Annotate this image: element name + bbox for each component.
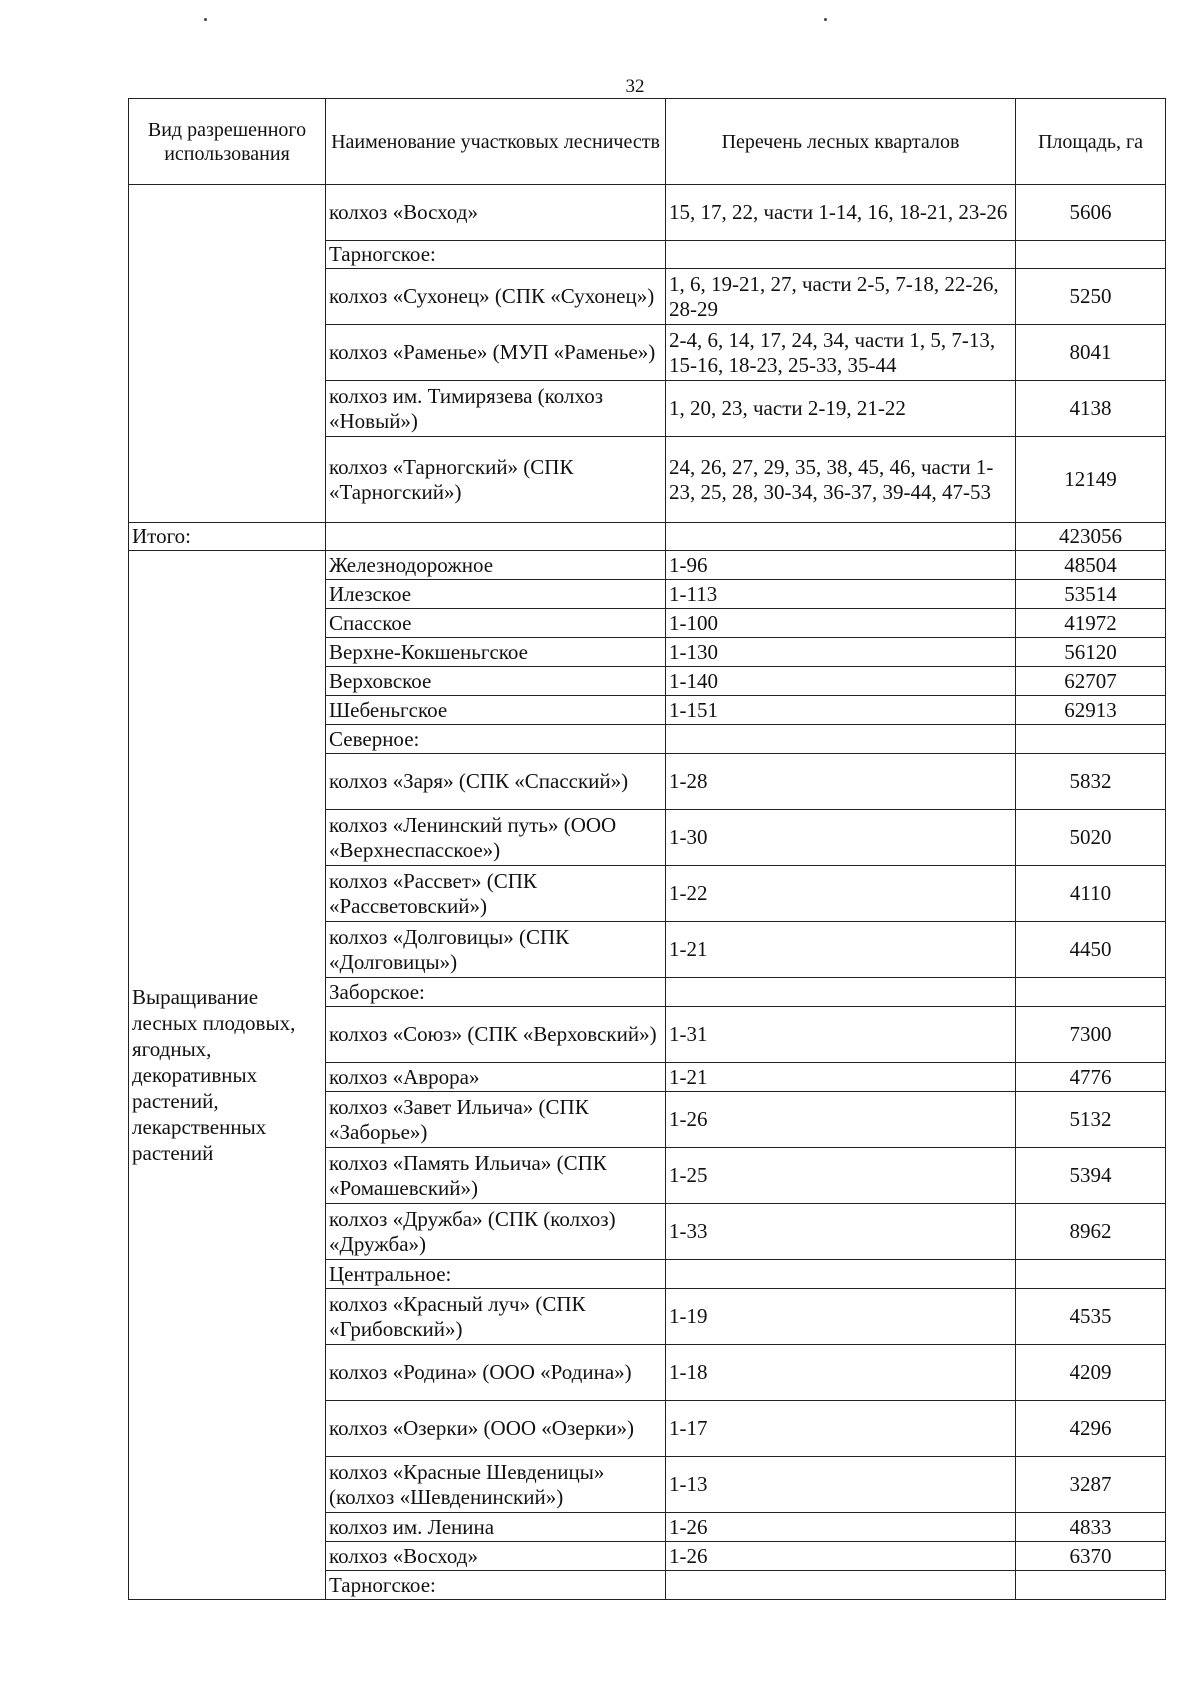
name-cell: колхоз им. Тимирязева (колхоз «Новый») xyxy=(326,381,666,437)
quarters-cell: 2-4, 6, 14, 17, 24, 34, части 1, 5, 7-13, 15-16, 18-23, 25-33, 35-44 xyxy=(666,325,1016,381)
name-cell: колхоз «Красный луч» (СПК «Грибовский») xyxy=(326,1289,666,1345)
area-cell: 56120 xyxy=(1016,638,1166,667)
table-row xyxy=(129,551,1166,580)
use-cell-cultivation: Выращивание лесных плодовых, ягодных, декоративных растений, лекарственных растений xyxy=(129,551,326,1600)
name-cell: Шебеньгское xyxy=(326,696,666,725)
quarters-cell: 1-17 xyxy=(666,1401,1016,1457)
name-cell: колхоз «Рассвет» (СПК «Рассветовский») xyxy=(326,866,666,922)
quarters-cell: 1-140 xyxy=(666,667,1016,696)
quarters-cell: 1-19 xyxy=(666,1289,1016,1345)
name-cell: Илезское xyxy=(326,580,666,609)
name-cell: Железнодорожное xyxy=(326,551,666,580)
quarters-cell: 15, 17, 22, части 1-14, 16, 18-21, 23-26 xyxy=(666,185,1016,241)
area-cell: 4209 xyxy=(1016,1345,1166,1401)
quarters-cell xyxy=(666,523,1016,551)
quarters-cell xyxy=(666,725,1016,754)
area-cell: 41972 xyxy=(1016,609,1166,638)
area-cell: 4296 xyxy=(1016,1401,1166,1457)
quarters-cell: 1-100 xyxy=(666,609,1016,638)
name-cell: колхоз «Дружба» (СПК (колхоз) «Дружба») xyxy=(326,1204,666,1260)
quarters-cell: 1, 6, 19-21, 27, части 2-5, 7-18, 22-26, 28-29 xyxy=(666,269,1016,325)
quarters-cell: 1-151 xyxy=(666,696,1016,725)
name-cell: Тарногское: xyxy=(326,1571,666,1600)
area-cell: 4833 xyxy=(1016,1513,1166,1542)
quarters-cell: 1-21 xyxy=(666,1063,1016,1092)
area-cell: 3287 xyxy=(1016,1457,1166,1513)
quarters-cell: 1-28 xyxy=(666,754,1016,810)
header-name: Наименование участковых лесничеств xyxy=(326,99,666,185)
quarters-cell: 1-13 xyxy=(666,1457,1016,1513)
name-cell: колхоз «Красные Шевденицы» (колхоз «Шевденинский») xyxy=(326,1457,666,1513)
area-cell xyxy=(1016,241,1166,269)
quarters-cell: 1-96 xyxy=(666,551,1016,580)
name-cell xyxy=(326,523,666,551)
quarters-cell: 1-22 xyxy=(666,866,1016,922)
name-cell: колхоз «Заря» (СПК «Спасский») xyxy=(326,754,666,810)
table-row xyxy=(129,185,1166,241)
quarters-cell xyxy=(666,1260,1016,1289)
name-cell: колхоз «Аврора» xyxy=(326,1063,666,1092)
area-cell xyxy=(1016,978,1166,1007)
name-cell: колхоз «Долговицы» (СПК «Долговицы») xyxy=(326,922,666,978)
quarters-cell: 1-31 xyxy=(666,1007,1016,1063)
name-cell: колхоз «Завет Ильича» (СПК «Заборье») xyxy=(326,1092,666,1148)
total-row xyxy=(129,523,1166,551)
area-cell: 7300 xyxy=(1016,1007,1166,1063)
name-cell: колхоз «Раменье» (МУП «Раменье») xyxy=(326,325,666,381)
area-cell: 53514 xyxy=(1016,580,1166,609)
name-cell: Верховское xyxy=(326,667,666,696)
scan-speck xyxy=(204,18,207,21)
name-cell: колхоз «Ленинский путь» (ООО «Верхнеспасское») xyxy=(326,810,666,866)
total-area: 423056 xyxy=(1016,523,1166,551)
area-cell: 48504 xyxy=(1016,551,1166,580)
quarters-cell: 1-21 xyxy=(666,922,1016,978)
name-cell: Центральное: xyxy=(326,1260,666,1289)
name-cell: колхоз «Озерки» (ООО «Озерки») xyxy=(326,1401,666,1457)
area-cell: 5132 xyxy=(1016,1092,1166,1148)
area-cell: 12149 xyxy=(1016,437,1166,523)
total-label: Итого: xyxy=(129,523,326,551)
area-cell xyxy=(1016,725,1166,754)
area-cell: 6370 xyxy=(1016,1542,1166,1571)
quarters-cell: 1-26 xyxy=(666,1092,1016,1148)
name-cell: Заборское: xyxy=(326,978,666,1007)
area-cell: 5832 xyxy=(1016,754,1166,810)
quarters-cell: 1-18 xyxy=(666,1345,1016,1401)
header-area: Площадь, га xyxy=(1016,99,1166,185)
area-cell: 62913 xyxy=(1016,696,1166,725)
name-cell: колхоз «Союз» (СПК «Верховский») xyxy=(326,1007,666,1063)
quarters-cell: 1-130 xyxy=(666,638,1016,667)
area-cell xyxy=(1016,1571,1166,1600)
area-cell: 4776 xyxy=(1016,1063,1166,1092)
quarters-cell: 1-113 xyxy=(666,580,1016,609)
area-cell: 62707 xyxy=(1016,667,1166,696)
use-cell-continued xyxy=(129,185,326,523)
page-number: 32 xyxy=(625,76,645,97)
area-cell: 5250 xyxy=(1016,269,1166,325)
name-cell: колхоз «Память Ильича» (СПК «Ромашевский») xyxy=(326,1148,666,1204)
area-cell: 8041 xyxy=(1016,325,1166,381)
quarters-cell: 1, 20, 23, части 2-19, 21-22 xyxy=(666,381,1016,437)
area-cell: 5606 xyxy=(1016,185,1166,241)
area-cell: 4450 xyxy=(1016,922,1166,978)
area-cell: 4110 xyxy=(1016,866,1166,922)
scan-speck xyxy=(824,18,827,21)
forest-use-table xyxy=(128,98,1166,1600)
name-cell: колхоз «Восход» xyxy=(326,185,666,241)
name-cell: колхоз «Тарногский» (СПК «Тарногский») xyxy=(326,437,666,523)
quarters-cell xyxy=(666,1571,1016,1600)
name-cell: Северное: xyxy=(326,725,666,754)
area-cell: 5020 xyxy=(1016,810,1166,866)
quarters-cell xyxy=(666,241,1016,269)
area-cell xyxy=(1016,1260,1166,1289)
area-cell: 5394 xyxy=(1016,1148,1166,1204)
quarters-cell: 1-26 xyxy=(666,1542,1016,1571)
name-cell: колхоз «Восход» xyxy=(326,1542,666,1571)
quarters-cell: 1-25 xyxy=(666,1148,1016,1204)
name-cell: Тарногское: xyxy=(326,241,666,269)
name-cell: колхоз им. Ленина xyxy=(326,1513,666,1542)
area-cell: 4138 xyxy=(1016,381,1166,437)
area-cell: 4535 xyxy=(1016,1289,1166,1345)
name-cell: Верхне-Кокшеньгское xyxy=(326,638,666,667)
header-use: Вид разрешенного использования xyxy=(129,99,326,185)
quarters-cell xyxy=(666,978,1016,1007)
quarters-cell: 1-33 xyxy=(666,1204,1016,1260)
name-cell: колхоз «Сухонец» (СПК «Сухонец») xyxy=(326,269,666,325)
quarters-cell: 1-30 xyxy=(666,810,1016,866)
header-quarters: Перечень лесных кварталов xyxy=(666,99,1016,185)
quarters-cell: 1-26 xyxy=(666,1513,1016,1542)
quarters-cell: 24, 26, 27, 29, 35, 38, 45, 46, части 1-23, 25, 28, 30-34, 36-37, 39-44, 47-53 xyxy=(666,437,1016,523)
name-cell: Спасское xyxy=(326,609,666,638)
area-cell: 8962 xyxy=(1016,1204,1166,1260)
name-cell: колхоз «Родина» (ООО «Родина») xyxy=(326,1345,666,1401)
